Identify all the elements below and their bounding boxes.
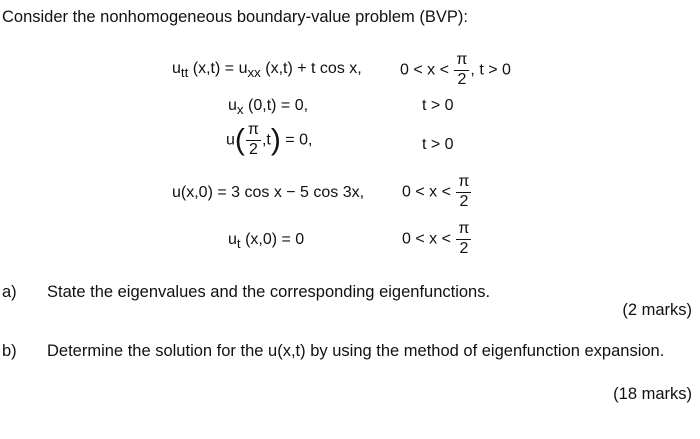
equation-pde: [172, 60, 362, 80]
question-b-label: b): [2, 342, 17, 360]
bc1-rest: (0,t) = 0,: [248, 97, 309, 114]
pde-cond-post: , t > 0: [470, 61, 511, 79]
pde-cond-pre: 0 < x <: [400, 61, 449, 79]
equation-bc1: $u_x$ (0,t) = 0,: [228, 97, 309, 118]
pde-u: u: [172, 60, 181, 77]
pde-rest: (x,t) + t cos x,: [265, 60, 362, 77]
pde-sub-tt: tt: [180, 65, 189, 81]
ic2-condition: 0 < x < $\frac{\pi}{2}$: [402, 220, 470, 257]
intro-text: Consider the nonhomogeneous boundary-value problem (BVP):: [2, 8, 468, 26]
question-a-text: State the eigenvalues and the corresponding eigenfunctions.: [47, 283, 491, 301]
pi-over-2-fraction: $\frac{\pi}{2}$: [458, 220, 470, 257]
question-a-marks: (2 marks): [622, 301, 692, 319]
question-b-text: Determine the solution for the u(x,t) by using the method of eigenfunction expansion.: [47, 342, 665, 360]
pde-condition: [400, 52, 511, 89]
pde-equals: =: [224, 60, 235, 77]
equation-bc2: u( $\frac{\pi}{2}$ ,t) = 0,: [226, 121, 313, 158]
equation-ic2: $u_t$ (x,0) = 0: [228, 231, 305, 252]
pi-over-2-fraction: $\frac{\pi}{2}$: [456, 51, 468, 88]
ic1-condition: 0 < x < $\frac{\pi}{2}$: [402, 173, 470, 210]
pde-args: (x,t): [192, 60, 221, 77]
pi-over-2-fraction: $\frac{\pi}{2}$: [458, 173, 470, 210]
equation-ic1: u(x,0) = 3 cos x − 5 cos 3x,: [172, 184, 365, 201]
question-a-label: a): [2, 283, 17, 301]
bc2-condition: t > 0: [422, 136, 454, 153]
pi-over-2-fraction: $\frac{\pi}{2}$: [247, 121, 259, 158]
bc1-condition: t > 0: [422, 97, 454, 114]
bc2-rest: = 0,: [285, 131, 313, 149]
pde-u2: u: [238, 60, 248, 77]
pde-sub-xx: xx: [247, 65, 261, 81]
question-b-math: u(x,t): [268, 342, 306, 360]
question-b-marks: (18 marks): [613, 385, 692, 403]
